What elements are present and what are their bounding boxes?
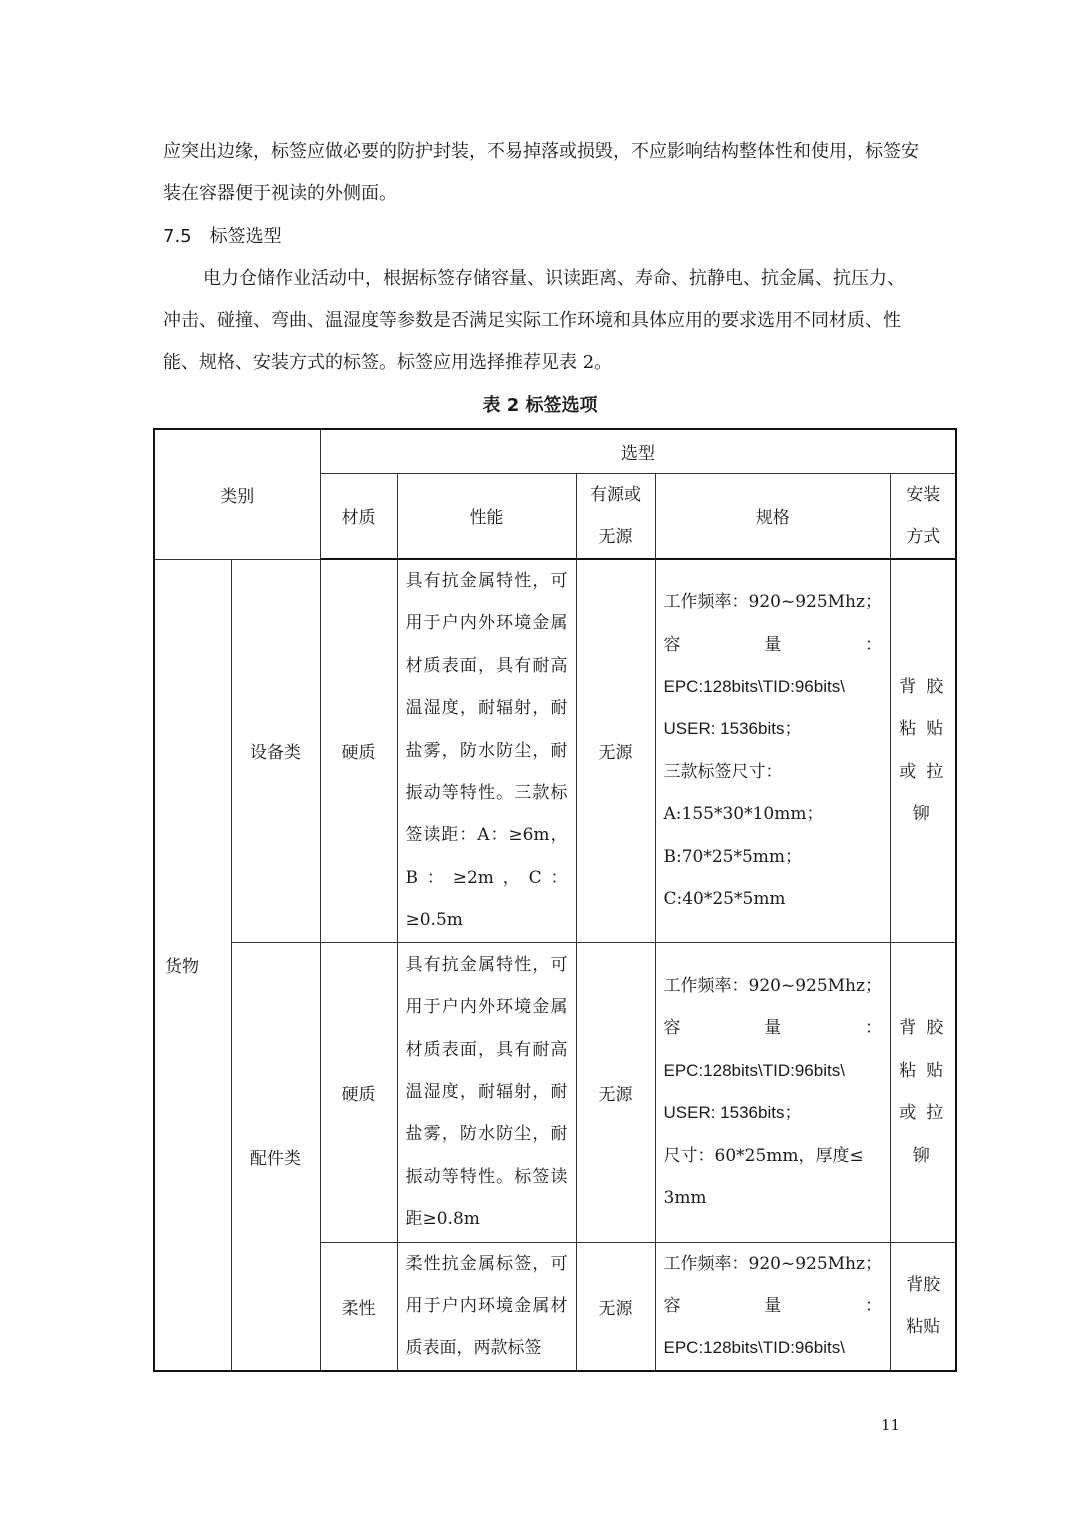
section-title: 标签选型 (209, 226, 282, 247)
table-row (154, 942, 956, 1242)
table-caption: 表 2 标签选项 (482, 395, 598, 416)
install-cell: 背胶 粘贴 或拉 铆 (890, 942, 956, 1242)
spec-cell: 工作频率：920~925Mhz； 容 量 ： EPC:128bits\TID:96bits\ USER: 1536bits； 尺寸：60*25mm，厚度≤ 3mm (655, 942, 890, 1242)
tag-options-table (153, 428, 957, 1372)
section-heading (163, 219, 282, 255)
table-row (154, 559, 956, 942)
page-number: 11 (881, 1416, 901, 1434)
header-category: 类别 (154, 429, 320, 559)
spec-cell: 工作频率：920~925Mhz； 容 量 ： EPC:128bits\TID:96bits\ (655, 1242, 890, 1371)
active-passive-cell: 无源 (576, 942, 655, 1242)
performance-cell: 柔性抗金属标签，可用于户内环境金属材质表面，两款标签 (397, 1242, 576, 1371)
install-cell: 背胶 粘贴 (890, 1242, 956, 1371)
material-cell: 硬质 (320, 942, 397, 1242)
active-passive-cell: 无源 (576, 1242, 655, 1371)
header-selection: 选型 (320, 429, 956, 473)
subcategory-equipment: 设备类 (231, 559, 320, 942)
subcategory-accessory: 配件类 (231, 942, 320, 1371)
group-goods: 货物 (154, 559, 231, 1371)
material-cell: 硬质 (320, 559, 397, 942)
header-spec: 规格 (655, 473, 890, 559)
paragraph-continued: 应突出边缘，标签应做必要的防护封装，不易掉落或损毁，不应影响结构整体性和使用，标签安装在容器便于视读的外侧面。 (163, 141, 919, 204)
paragraph-tag-selection: 电力仓储作业活动中，根据标签存储容量、识读距离、寿命、抗静电、抗金属、抗压力、冲击、碰撞、弯曲、温湿度等参数是否满足实际工作环境和具体应用的要求选用不同材质、性能、规格、安装方式的标签。标签应用选择推荐见表 2。 (163, 268, 905, 373)
install-cell: 背胶 粘贴 或拉 铆 (890, 559, 956, 942)
material-cell: 柔性 (320, 1242, 397, 1371)
spec-cell: 工作频率：920~925Mhz； 容 量 ： EPC:128bits\TID:96bits\ USER: 1536bits； 三款标签尺寸： A:155*30*10mm； B:70*25*5mm； C:40*25*5mm (655, 559, 890, 942)
header-install: 安装 方式 (890, 473, 956, 559)
section-number: 7.5 (163, 226, 192, 247)
performance-cell: 具有抗金属特性，可用于户内外环境金属材质表面，具有耐高温湿度，耐辐射，耐盐雾，防水防尘，耐振动等特性。标签读距≥0.8m (397, 942, 576, 1242)
header-performance: 性能 (397, 473, 576, 559)
header-material: 材质 (320, 473, 397, 559)
active-passive-cell: 无源 (576, 559, 655, 942)
performance-cell: 具有抗金属特性，可用于户内外环境金属材质表面，具有耐高温湿度，耐辐射，耐盐雾，防水防尘，耐振动等特性。三款标签读距：A：≥6m，B：≥2m，C：≥0.5m (397, 559, 576, 942)
header-active-passive: 有源或 无源 (576, 473, 655, 559)
